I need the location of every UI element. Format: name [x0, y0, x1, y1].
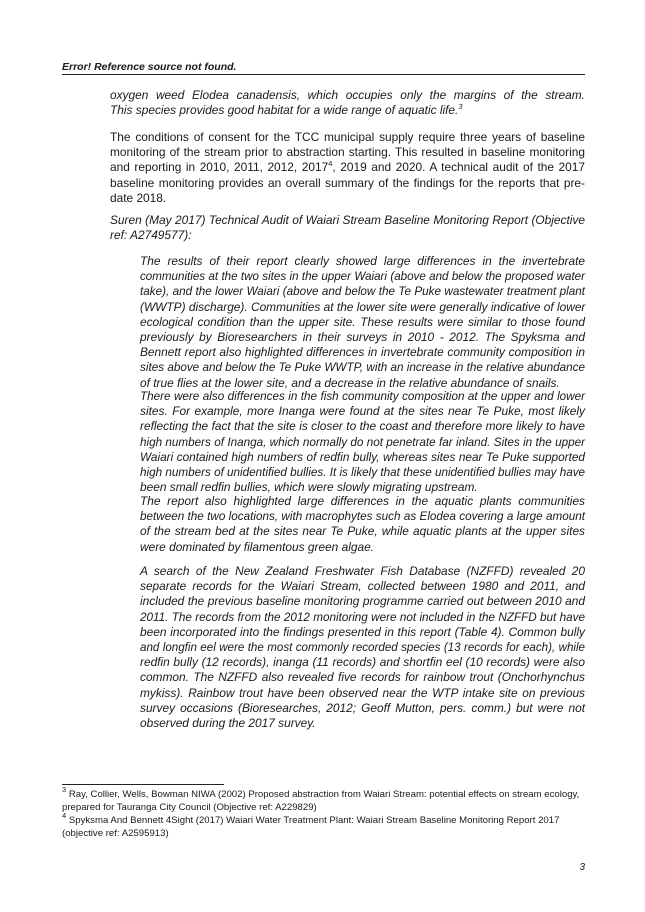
footnote-separator [62, 784, 224, 785]
text-line: previously by Bioresearchers in their surveys in 2010 - 2012. The Spyksma and [140, 330, 585, 345]
audit-paragraph-plants [140, 494, 585, 555]
text-line: The results of their report clearly showed large differences in the invertebrate [140, 254, 585, 268]
page-number: 3 [579, 862, 585, 873]
text-line: date 2018. [110, 190, 167, 205]
text-line: between the two locations, with macrophytes such as Elodea covering a large amount [140, 510, 585, 524]
text-line: survey occasions (Bioresearches, 2012; Geoff Mutton, pers. comm.) but were not [140, 700, 585, 715]
header-rule [62, 74, 585, 75]
audit-paragraph-invertebrates [140, 254, 585, 391]
text-line: high numbers of unidentified bullies. It is likely that these unidentified bullies may have [140, 466, 586, 480]
text-line: monitoring of the stream prior to abstraction starting. This resulted in baseline monitoring [110, 145, 585, 160]
running-header: Error! Reference source not found. [62, 61, 237, 73]
text-line: of the stream bed at the sites near Te Puke, while aquatic plants at the upper sites [140, 524, 585, 539]
footnote-3 [62, 785, 585, 814]
quote-intro [110, 88, 585, 118]
text-line: oxygen weed Elodea canadensis, which occupies only the margins of the stream. [110, 88, 585, 102]
consent-paragraph [110, 130, 585, 206]
footnote-line: $^4$ Spyksma And Bennett 4Sight (2017) Waiari Water Treatment Plant: Waiari Stream Baseline Monitoring Report 2017 [62, 811, 560, 826]
text-line: The report also highlighted large differences in the aquatic plants communities [140, 494, 585, 508]
text-line: mykiss). Rainbow trout have been observed near the WTP intake site on previous [140, 685, 585, 700]
text-line: baseline monitoring provides an overall summary of the findings for the reports that pre- [110, 175, 585, 190]
text-line: ecological condition than the upper site. These results were similar to those found [140, 314, 585, 329]
text-line: were dominated by filamentous green algae. [140, 539, 374, 554]
audit-paragraph-nzffd [140, 564, 585, 731]
text-line: ref: A2749577): [110, 228, 192, 243]
text-line: A search of the New Zealand Freshwater Fish Database (NZFFD) revealed 20 [140, 564, 585, 578]
text-line: and longfin eel were the most commonly recorded species (13 records for each), while [140, 641, 585, 655]
text-line: high numbers of Inanga, which normally do not penetrate far inland. Sites in the upper [140, 435, 585, 449]
footnote-ref[interactable]: 4 [328, 159, 333, 169]
footnote-line: prepared for Tauranga City Council (Objective ref: A229829) [62, 801, 317, 813]
text-line: (WWTP) discharge). Communities at the lower site were generally indicative of lower [140, 299, 586, 314]
text-line: reflecting the fact that the site is closer to the coast and therefore more likely to have [140, 419, 585, 434]
text-line: redfin bully (12 records), inanga (11 records) and shortfin eel (10 records) were also [140, 655, 585, 670]
text-line: separate records for the Waiari Stream, collected between 1980 and 2011, and [140, 579, 585, 594]
text-line: observed during the 2017 survey. [140, 716, 316, 731]
footnote-number: 3 [62, 785, 67, 794]
text-line: The conditions of consent for the TCC municipal supply require three years of baseline [110, 130, 585, 144]
text-line: take), and the lower Waiari (above and below the Te Puke wastewater treatment plant [140, 285, 585, 299]
text-line: included the previous baseline monitoring programme carried out between 2010 and [140, 594, 585, 609]
text-line: Suren (May 2017) Technical Audit of Waiari Stream Baseline Monitoring Report (Objective [110, 213, 585, 227]
text-line: been small redfin bullies, which were slowly migrating upstream. [140, 480, 478, 495]
text-line: common. The NZFFD also revealed five records for rainbow trout (Onchorhynchus [140, 670, 585, 685]
text-line: Bennett report also highlighted differences in invertebrate community composition in [140, 345, 585, 360]
footnote-number: 4 [62, 811, 67, 820]
footnote-ref[interactable]: 3 [458, 102, 463, 112]
text-line: communities at the two sites in the upper Waiari (above and below the proposed water [140, 270, 585, 284]
text-line: been incorporated into the findings presented in this report (Table 4). Common bully [140, 624, 585, 639]
text-line: 2011. The records from the 2012 monitoring were not included in the NZFFD but have [140, 610, 585, 624]
footnote-line: (objective ref: A2595913) [62, 827, 169, 839]
audit-paragraph-fish [140, 389, 585, 495]
text-line: of true flies at the lower site, and a decrease in the relative abundance of snails. [140, 375, 560, 390]
footnote-4 [62, 811, 585, 840]
text-line: This species provides good habitat for a wide range of aquatic life.$^3$ [110, 102, 463, 118]
footnote-line: $^3$ Ray, Collier, Wells, Bowman NIWA (2002) Proposed abstraction from Waiari Stream: potential effects on stream ecology, [62, 785, 580, 800]
audit-heading [110, 213, 585, 243]
text-line: sites above and below the Te Puke WWTP, with an increase in the relative abundance [140, 361, 585, 375]
text-line: Waiari contained high numbers of redfin bully, whereas sites near Te Puke supported [140, 449, 585, 464]
text-line: sites. For example, more Inanga were found at the sites near Te Puke, most likely [140, 404, 585, 419]
text-line: and reporting in 2010, 2011, 2012, 2017$^4$, 2019 and 2020. A technical audit of the 2017 [110, 159, 585, 175]
text-line: There were also differences in the fish community composition at the upper and lower [140, 390, 585, 403]
